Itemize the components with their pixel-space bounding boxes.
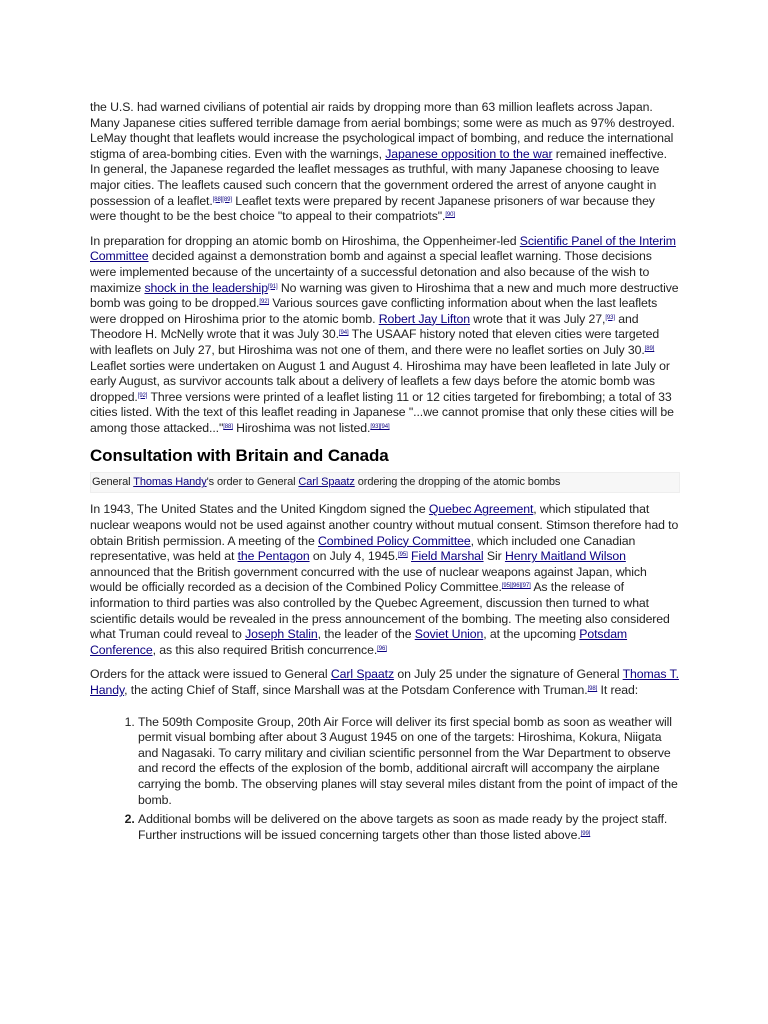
citation-ref[interactable]: [88] [223,423,233,430]
link-thomas-t-handy[interactable]: Thomas T. Handy [90,667,679,697]
link-carl-spaatz-2[interactable]: Carl Spaatz [330,667,395,682]
citation-ref[interactable]: [99] [580,830,591,837]
link-robert-jay-lifton[interactable]: Robert Jay Lifton [378,311,470,326]
link-combined-policy-committee[interactable]: Combined Policy Committee [318,533,471,548]
list-item: 2. Additional bombs will be delivered on the above targets as soon as made ready by the project staff. Further instructions will be issued concerning targets other than those listed above.[99] [138,812,680,843]
section-heading: Consultation with Britain and Canada [90,446,389,466]
link-scientific-panel[interactable]: Scientific Panel of the Interim Committee [90,233,676,264]
link-soviet-union[interactable]: Soviet Union [414,627,484,642]
link-henry-maitland-wilson[interactable]: Henry Maitland Wilson [504,549,626,564]
citation-ref[interactable]: [95][96][97] [501,583,531,590]
orders-list [90,715,680,844]
paragraph-hiroshima-warning: In preparation for dropping an atomic bomb on Hiroshima, the Oppenheimer-led Scientific Panel of the Interim Committee decided against a demonstration bomb and against a special leaflet warning. Those decisions were implemented because of the uncertainty of a successful detonation and also because of the wish to maximize shock in the leadership[91] No warning was given to Hiroshima that a new and much more destructive bomb was going to be dropped.[92] Various sources gave conflicting information about when the last leaflets were dropped on Hiroshima prior to the atomic bomb. Robert Jay Lifton wrote that it was July 27,[93] and Theodore H. McNelly wrote that it was July 30.[94] The USAAF history noted that eleven cities were targeted with leaflets on July 27, but Hiroshima was not one of them, and there were no leaflet sorties on July 30.[89] Leaflet sorties were undertaken on August 1 and August 4. Hiroshima may have been leafleted in late July or early August, as survivor accounts talk about a delivery of leaflets a few days before the atomic bomb was dropped.[92] Three versions were printed of a leaflet listing 11 or 12 cities targeted for firebombing; a total of 33 cities listed. With the text of this leaflet reading in Japanese "...we cannot promise that only these cities will be among those attacked..."[88] Hiroshima was not listed.[93][94] [90,233,679,435]
citation-ref[interactable]: [93][94] [370,423,390,430]
citation-ref[interactable]: [91] [267,283,278,290]
paragraph-leaflets: the U.S. had warned civilians of potential air raids by dropping more than 63 million leaflets across Japan. Many Japanese cities suffered terrible damage from aerial bombings; some were as much as 97% destroyed. LeMay thought that leaflets would increase the psychological impact of bombing, and reduce the international stigma of area-bombing cities. Even with the warnings, Japanese opposition to the war remained ineffective. In general, the Japanese regarded the leaflet messages as truthful, with many Japanese choosing to leave major cities. The leaflets caused such concern that the government ordered the arrest of anyone caught in possession of a leaflet.[88][89] Leaflet texts were prepared by recent Japanese prisoners of war because they were thought to be the best choice "to appeal to their compatriots".[90] [90,100,675,224]
paragraph-quebec-agreement: In 1943, The United States and the United Kingdom signed the Quebec Agreement, which stipulated that nuclear weapons would not be used against another country without mutual consent. Stimson therefore had to obtain British permission. A meeting of the Combined Policy Committee, which included one Canadian representative, was held at the Pentagon on July 4, 1945.[95] Field Marshal Sir Henry Maitland Wilson announced that the British government concurred with the use of nuclear weapons against Japan, which would be officially recorded as a decision of the Combined Policy Committee.[95][96][97] As the release of information to third parties was also controlled by the Quebec Agreement, discussion then turned to what scientific details would be revealed in the press announcement of the bombing. The meeting also considered what Truman could reveal to Joseph Stalin, the leader of the Soviet Union, at the upcoming Potsdam Conference, as this also required British concurrence.[96] [90,502,679,657]
citation-ref[interactable]: [96] [377,645,387,652]
link-the-pentagon[interactable]: the Pentagon [237,549,310,564]
citation-ref[interactable]: [92] [259,299,269,306]
citation-ref[interactable]: [92] [137,392,148,399]
link-carl-spaatz[interactable]: Carl Spaatz [298,476,355,489]
image-caption: General Thomas Handy's order to General Carl Spaatz ordering the dropping of the atomic bombs [90,472,680,493]
citation-ref[interactable]: [98] [587,686,598,692]
link-potsdam-conference[interactable]: Potsdam Conference [90,627,628,657]
link-field-marshal[interactable]: Field Marshal [411,549,484,564]
list-item: 1. The 509th Composite Group, 20th Air Force will deliver its first special bomb as soon as weather will permit visual bombing after about 3 August 1945 on one of the targets: Hiroshima, Kokura, Niigata and Nagasaki. To carry military and civilian scientific personnel from the War Department to observe and record the effects of the explosion of the bomb, additional aircraft will accompany the airplane carrying the bomb. The observing planes will stay several miles distant from the point of impact of the bomb. [138,715,680,809]
link-quebec-agreement[interactable]: Quebec Agreement [428,502,534,517]
link-shock-leadership[interactable]: shock in the leadership [144,280,268,295]
link-thomas-handy[interactable]: Thomas Handy [133,476,207,489]
citation-ref[interactable]: [88][89] [212,196,232,203]
citation-ref[interactable]: [95] [398,552,408,559]
article-body [90,100,680,847]
citation-ref[interactable]: [90] [445,212,455,219]
citation-ref[interactable]: [93] [605,314,615,321]
paragraph-orders: Orders for the attack were issued to General Carl Spaatz on July 25 under the signature of General Thomas T. Handy, the acting Chief of Staff, since Marshall was at the Potsdam Conference with Truman.[98] It read: [90,667,679,697]
link-japanese-opposition[interactable]: Japanese opposition to the war [385,146,553,161]
citation-ref[interactable]: [89] [644,345,655,352]
citation-ref[interactable]: [94] [338,330,349,337]
link-joseph-stalin[interactable]: Joseph Stalin [245,627,318,642]
